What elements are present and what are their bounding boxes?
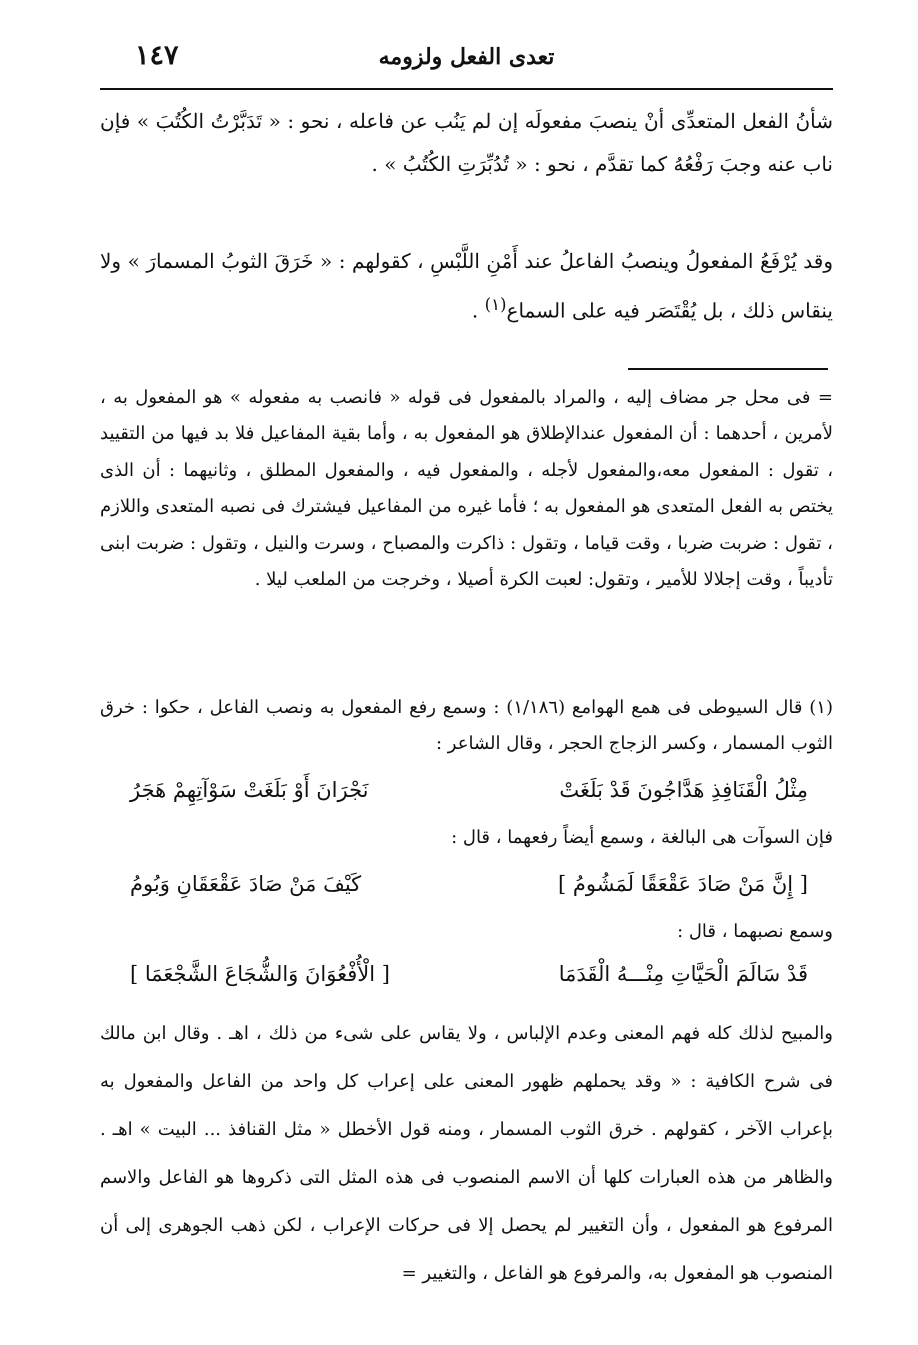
body-paragraph-2-end: .: [471, 298, 485, 323]
verse-1-second-hemistich: نَجْرَانَ أَوْ بَلَغَتْ سَوْآتِهِمْ هَجَرُ: [130, 778, 369, 802]
body-paragraph-2-text: وقد يُرْفَعُ المفعولُ وينصبُ الفاعلُ عند أَمْنِ اللَّبْسِ ، كقولهم : « خَرَقَ الثوبُ المسمارَ » ولا ينقاس ذلك ، بل يُقْتَصَر فيه على السماع: [100, 249, 833, 323]
verse-2-second-hemistich: كَيْفَ مَنْ صَادَ عَقْعَقَانِ وَبُومُ: [130, 872, 362, 896]
running-title: تعدى الفعل ولزومه: [378, 44, 555, 70]
verse-3: [130, 948, 808, 1000]
verse-1-first-hemistich: مِثْلُ الْقَنَافِذِ هَدَّاجُونَ قَدْ بَلَغَتْ: [559, 778, 808, 802]
body-paragraph-2: [100, 240, 833, 333]
verse-2: [130, 858, 808, 910]
footnote-text-between-1: فإن السوآت هى البالغة ، وسمع أيضاً رفعهما ، قال :: [451, 827, 833, 848]
footnote-separator: [628, 368, 828, 370]
footnote-tail: والمبيح لذلك كله فهم المعنى وعدم الإلباس ، ولا يقاس على شىء من ذلك ، اهـ . وقال ابن مالك فى شرح الكافية : « وقد يحملهم ظهور المعنى على إعراب كل واحد من الفاعل والمفعول به بإعراب الآخر ، كقولهم . خرق الثوب المسمار ، ومنه قول الأخطل « مثل القنافذ ... البيت » اهـ . والظاهر من هذه العبارات كلها أن الاسم المنصوب فى هذه المثل التى ذكروها هو الفاعل والاسم المرفوع هو المفعول ، وأن التغيير لم يحصل إلا فى حركات الإعراب ، لكن ذهب الجوهرى إلى أن المنصوب هو المفعول به، والمرفوع هو الفاعل ، والتغيير =: [100, 1023, 833, 1284]
footnote-text-between-2: وسمع نصبهما ، قال :: [677, 921, 833, 942]
footnote-1-intro: (١) قال السيوطى فى همع الهوامع (١/١٨٦) : وسمع رفع المفعول به ونصب الفاعل ، حكوا : خرق الثوب المسمار ، وكسر الزجاج الحجر ، وقال الشاعر :: [100, 697, 833, 755]
verse-3-first-hemistich: قَدْ سَالَمَ الْحَيَّاتِ مِنْـــهُ الْقَدَمَا: [558, 962, 808, 986]
verse-2-first-hemistich: [ إِنَّ مَنْ صَادَ عَقْعَقًا لَمَشُومُ ]: [558, 872, 808, 896]
footnote-continuation: = فى محل جر مضاف إليه ، والمراد بالمفعول فى قوله « فانصب به مفعوله » هو المفعول به ، لأمرين ، أحدهما : أن المفعول عندالإطلاق هو المفعول به ، وأما بقية المفاعيل فلا بد فيها من التقييد ، تقول : المفعول معه،والمفعول لأجله ، والمفعول فيه ، والمفعول المطلق ، وثانيهما : أن الذى يختص به الفعل المتعدى هو المفعول به ؛ فأما غيره من المفاعيل فيشترك فى نصبه المتعدى واللازم ، تقول : ضربت ضربا ، وقت قياما ، وتقول : ذاكرت والمصباح ، وسرت والنيل ، وتقول : ضربت ابنى تأديباً ، وقت إجلالا للأمير ، وتقول: لعبت الكرة أصيلا ، وخرجت من الملعب ليلا .: [100, 387, 833, 591]
page-number: ١٤٧: [135, 40, 179, 71]
verse-3-second-hemistich: [ الْأُفْعُوَانَ وَالشُّجَاعَ الشَّجْعَمَا ]: [130, 962, 390, 986]
body-paragraph-1: شأنُ الفعل المتعدِّى أنْ ينصبَ مفعولَه إن لم يَنُب عن فاعله ، نحو : « تَدَبَّرْتُ الكُتُبَ » فإن ناب عنه وجبَ رَفْعُهُ كما تقدَّم ، نحو : « تُدُبِّرَتِ الكُتُبُ » .: [100, 109, 833, 176]
footnote-reference[interactable]: (١): [484, 295, 507, 314]
page-header: [100, 38, 833, 90]
verse-1: [130, 764, 808, 816]
